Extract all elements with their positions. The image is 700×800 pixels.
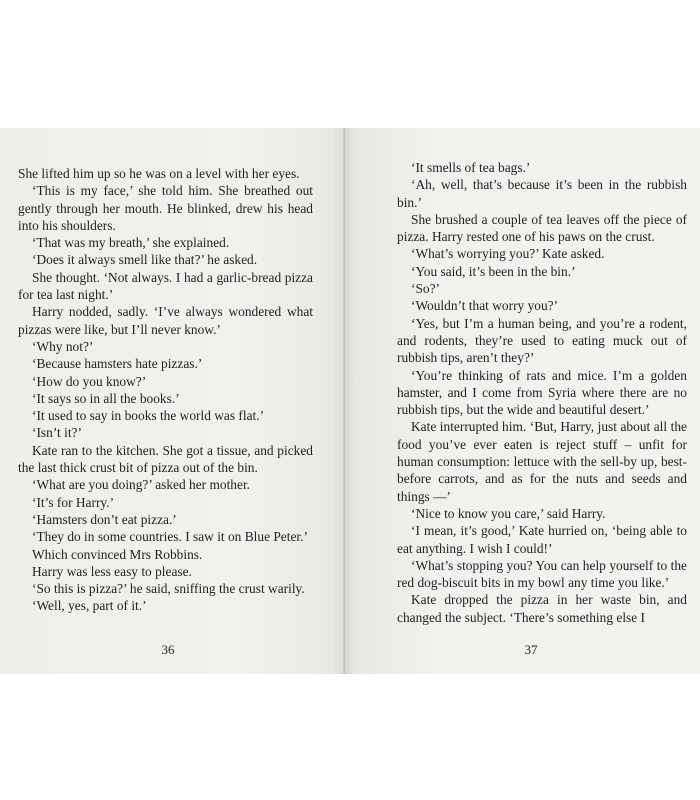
paragraph: ‘That was my breath,’ she explained.: [32, 235, 230, 251]
left-page: [0, 128, 345, 674]
paragraph: ‘Wouldn’t that worry you?’: [411, 298, 559, 314]
book-spread: [0, 128, 700, 674]
paragraph: ‘Hamsters don’t eat pizza.’: [32, 511, 177, 527]
paragraph: Kate interrupted him. ‘But, Harry, just about all the food you’ve ever eaten is reject stuff – unfit for human consumption: lettuce with the sell-by up, best-before carrots, and as for the nuts and seeds and things —’: [397, 419, 687, 504]
paragraph: ‘They do in some countries. I saw it on Blue Peter.’: [32, 529, 308, 545]
paragraph: ‘Because hamsters hate pizzas.’: [32, 356, 203, 372]
paragraph: ‘Does it always smell like that?’ he asked.: [32, 252, 258, 268]
paragraph: ‘It says so in all the books.’: [32, 390, 180, 406]
paragraph: ‘So?’: [411, 281, 441, 297]
paragraph: ‘It used to say in books the world was flat.’: [32, 408, 265, 424]
paragraph: ‘It’s for Harry.’: [32, 494, 115, 510]
paragraph: ‘I mean, it’s good,’ Kate hurried on, ‘being able to eat anything. I wish I could!’: [397, 523, 687, 556]
paragraph: Kate ran to the kitchen. She got a tissue, and picked the last thick crust bit of pizza out of the bin.: [18, 442, 313, 476]
paragraph: ‘Why not?’: [32, 338, 94, 354]
paragraph: Which convinced Mrs Robbins.: [32, 546, 203, 562]
paragraph: She brushed a couple of tea leaves off the piece of pizza. Harry rested one of his paws on the crust.: [397, 211, 687, 245]
right-page: [345, 128, 700, 674]
paragraph: ‘Yes, but I’m a human being, and you’re a rodent, and rodents, they’re used to eating muck out of rubbish tips, aren’t they?’: [397, 315, 687, 366]
paragraph: ‘This is my face,’ she told him. She breathed out gently through her mouth. He blinked, drew his head into his shoulders.: [18, 183, 313, 233]
right-page-text: [397, 159, 687, 626]
paragraph: ‘Nice to know you care,’ said Harry.: [411, 505, 606, 521]
paragraph: ‘Well, yes, part of it.’: [32, 598, 147, 614]
paragraph: She lifted him up so he was on a level with her eyes.: [18, 166, 300, 181]
paragraph: ‘You said, it’s been in the bin.’: [411, 263, 576, 279]
paragraph: ‘So this is pizza?’ he said, sniffing the crust warily.: [32, 581, 305, 597]
paragraph: Kate dropped the pizza in her waste bin, and changed the subject. ‘There’s something else I: [397, 592, 687, 625]
page-number-left: 36: [161, 642, 175, 657]
paragraph: ‘Isn’t it?’: [32, 425, 82, 441]
paragraph: She thought. ‘Not always. I had a garlic-bread pizza for tea last night.’: [18, 269, 313, 303]
paragraph: Harry was less easy to please.: [32, 563, 192, 579]
paragraph: ‘You’re thinking of rats and mice. I’m a golden hamster, and I come from Syria where there are no rubbish tips, but the wide and beautiful desert.’: [397, 367, 687, 418]
page-number-right: 37: [524, 642, 538, 657]
paragraph: ‘It smells of tea bags.’: [411, 160, 531, 175]
left-page-text: [18, 165, 313, 615]
paragraph: Harry nodded, sadly. ‘I’ve always wondered what pizzas were like, but I’ll never know.’: [18, 304, 313, 337]
paragraph: ‘How do you know?’: [32, 373, 147, 389]
paragraph: ‘What are you doing?’ asked her mother.: [32, 477, 251, 493]
paragraph: ‘Ah, well, that’s because it’s been in the rubbish bin.’: [397, 177, 687, 210]
paragraph: ‘What’s worrying you?’ Kate asked.: [411, 246, 605, 262]
paragraph: ‘What’s stopping you? You can help yourself to the red dog-biscuit bits in my bowl any time you like.’: [397, 557, 687, 591]
